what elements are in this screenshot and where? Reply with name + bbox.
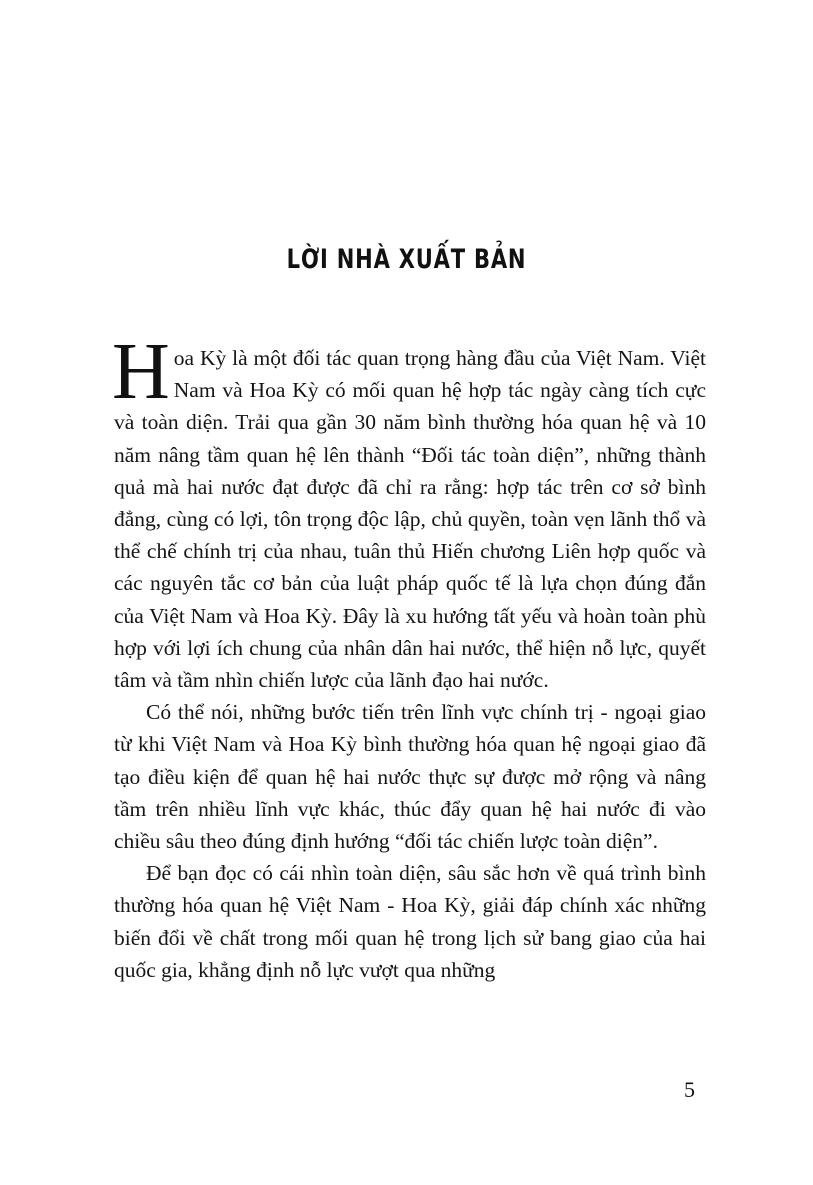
paragraph-1-text: oa Kỳ là một đối tác quan trọng hàng đầu của Việt Nam. Việt Nam và Hoa Kỳ có mối quan hệ hợp tác ngày càng tích cực và toàn diện. Trải qua gần 30 năm bình thường hóa quan hệ và 10 năm nâng tầm quan hệ lên thành “Đối tác toàn diện”, những thành quả mà hai nước đạt được đã chỉ ra rằng: hợp tác trên cơ sở bình đẳng, cùng có lợi, tôn trọng độc lập, chủ quyền, toàn vẹn lãnh thổ và thể chế chính trị của nhau, tuân thủ Hiến chương Liên hợp quốc và các nguyên tắc cơ bản của luật pháp quốc tế là lựa chọn đúng đắn của Việt Nam và Hoa Kỳ. Đây là xu hướng tất yếu và hoàn toàn phù hợp với lợi ích chung của nhân dân hai nước, thể hiện nỗ lực, quyết tâm và tầm nhìn chiến lược của lãnh đạo hai nước. bbox=[114, 346, 706, 693]
paragraph-2: Có thể nói, những bước tiến trên lĩnh vực chính trị - ngoại giao từ khi Việt Nam và Hoa Kỳ bình thường hóa quan hệ ngoại giao đã tạo điều kiện để quan hệ hai nước thực sự được mở rộng và nâng tầm trên nhiều lĩnh vực khác, thúc đẩy quan hệ hai nước đi vào chiều sâu theo đúng định hướng “đối tác chiến lược toàn diện”. bbox=[114, 700, 706, 854]
paragraph-1 bbox=[112, 328, 706, 696]
page-title: LỜI NHÀ XUẤT BẢN bbox=[286, 244, 527, 275]
paragraph-3: Để bạn đọc có cái nhìn toàn diện, sâu sắc hơn về quá trình bình thường hóa quan hệ Việt Nam - Hoa Kỳ, giải đáp chính xác những biến đổi về chất trong mối quan hệ trong lịch sử bang giao của hai quốc gia, khẳng định nỗ lực vượt qua những bbox=[114, 861, 706, 982]
drop-cap: H bbox=[112, 328, 170, 416]
page-number: 5 bbox=[684, 1077, 695, 1102]
body-text bbox=[112, 328, 706, 986]
